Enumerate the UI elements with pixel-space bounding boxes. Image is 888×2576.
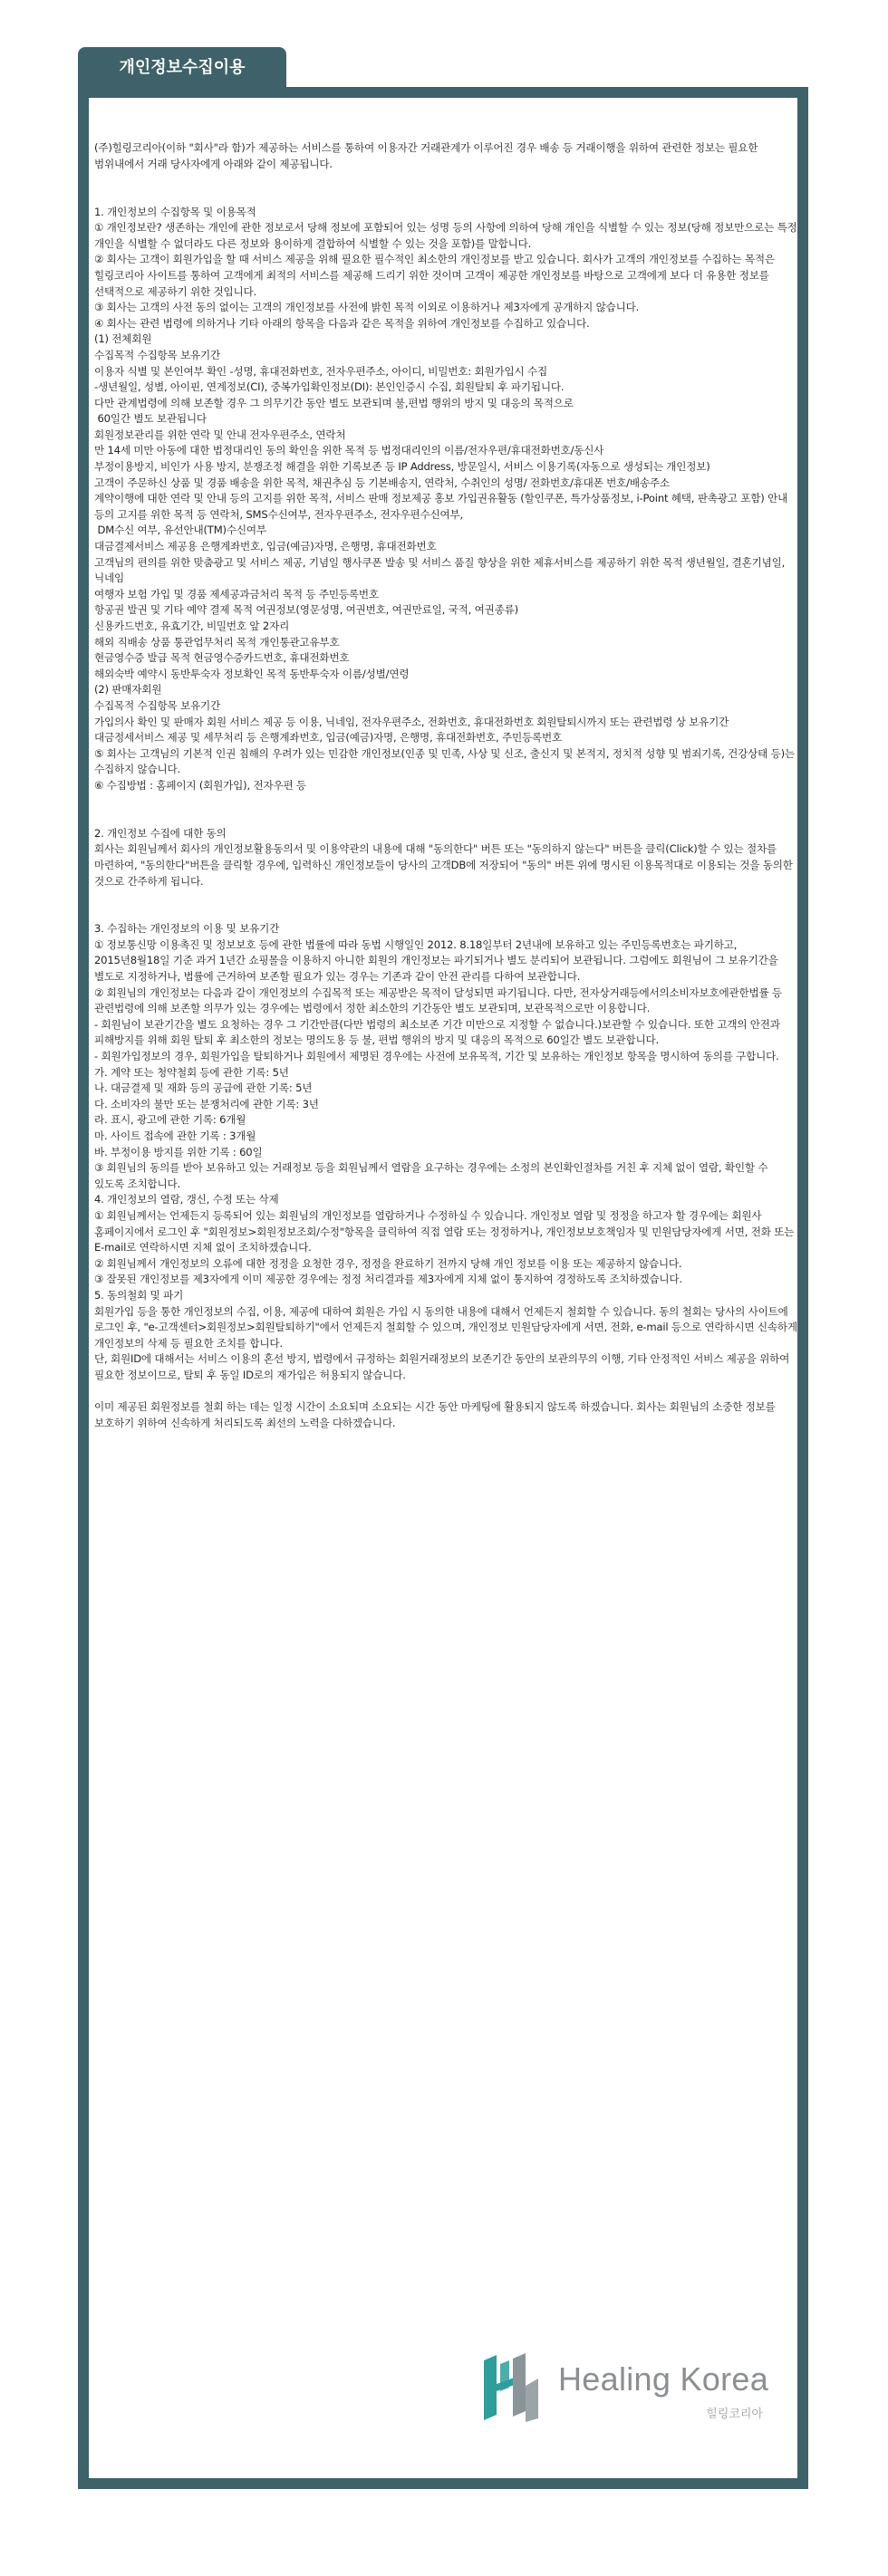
privacy-policy-text: [94, 109, 799, 1447]
healing-korea-logo-mark-icon: [478, 2351, 542, 2424]
section-tab: 개인정보수집이용: [78, 47, 286, 89]
brand-subtitle: 힐링코리아: [706, 2408, 763, 2421]
policy-body: (주)힐링코리아(이하 "회사"라 함)가 제공하는 서비스를 통하여 이용자간 거래관계가 이루어진 경우 배송 등 거래이행을 위하여 관련한 정보는 필요한 범위내에서 거래 당사자에게 아래와 같이 제공됩니다. 1. 개인정보의 수집항목 및 이용목적 ① 개인정보란? 생존하는 개인에 관한 정보로서 당해 정보에 포함되어 있는 성명 등의 사항에 의하여 당해 개인을 식별할 수 있는 정보(당해 정보만으로는 특정 개인을 식별할 수 없더라도 다른 정보와 용이하게 결합하여 식별할 수 있는 것을 포함)를 말합니다. ② 회사는 고객이 회원가입을 할 때 서비스 제공을 위해 필요한 필수적인 최소한의 개인정보를 받고 있습니다. 회사가 고객의 개인정보를 수집하는 목적은 힐링코리아 사이트를 통하여 고객에게 최적의 서비스를 제공해 드리기 위한 것이며 고객이 제공한 개인정보를 바탕으로 고객에게 보다 더 유용한 정보를 선택적으로 제공하기 위한 것입니다. ③ 회사는 고객의 사전 동의 없이는 고객의 개인정보를 사전에 밝힌 목적 이외로 이용하거나 제3자에게 공개하지 않습니다. ④ 회사는 관련 법령에 의하거나 기타 아래의 항목을 다음과 같은 목적을 위하여 개인정보를 수집하고 있습니다. (1) 전체회원 수집목적 수집항목 보유기간 이용자 식별 및 본인여부 확인 -성명, 휴대전화번호, 전자우편주소, 아이디, 비밀번호: 회원가입시 수집 -생년월일, 성별, 아이핀, 연계정보(CI), 중복가입확인정보(DI): 본인인증시 수집, 회원탈퇴 후 파기됩니다. 다만 관계법령에 의해 보존할 경우 그 의무기간 동안 별도 보관되며 불,편법 행위의 방지 및 대응의 목적으로 60일간 별도 보관됩니다 회원정보관리를 위한 연락 및 안내 전자우편주소, 연락처 만 14세 미만 아동에 대한 법정대리인 동의 확인을 위한 목적 등 법정대리인의 이름/전자우편/휴대전화번호/동신사 부정이용방지, 비인가 사용 방지, 분쟁조정 해결을 위한 기록보존 등 IP Address, 방문일시, 서비스 이용기록(자동으로 생성되는 개인정보) 고객이 주문하신 상품 및 경품 배송을 위한 목적, 채권추심 등 기본배송지, 연락처, 수취인의 성명/ 전화번호/휴대폰 번호/배송주소 계약이행에 대한 연락 및 안내 등의 고지를 위한 목적, 서비스 판매 정보제공 홍보 가입권유활동 (할인쿠폰, 특가상품정보, i-Point 혜택, 판촉광고 포함) 안내 등의 고지를 위한 목적 등 연락처, SMS수신여부, 전자우편주소, 전자우편수신여부, DM수신 여부, 유선안내(TM)수신여부 대금결제서비스 제공용 은행계좌번호, 입금(예금)자명, 은행명, 휴대전화번호 고객님의 편의를 위한 맞춤광고 및 서비스 제공, 기념일 행사쿠폰 발송 및 서비스 품질 향상을 위한 제휴서비스를 제공하기 위한 목적 생년월일, 결혼기념일, 닉네임 여행자 보험 가입 및 경품 제세공과금처리 목적 등 주민등록번호 항공권 발권 및 기타 예약 결제 목적 여권정보(영문성명, 여권번호, 여권만료일, 국적, 여권종류) 신용카드번호, 유효기간, 비밀번호 앞 2자리 해외 직배송 상품 통관업무처리 목적 개인통관고유부호 현금영수증 발급 목적 현금영수증카드번호, 휴대전화번호 해외숙박 예약시 동반투숙자 정보확인 목적 동반투숙자 이름/성별/연령 (2) 판매자회원 수집목적 수집항목 보유기간 가입의사 확인 및 판매자 회원 서비스 제공 등 이용, 닉네임, 전자우편주소, 전화번호, 휴대전화번호 회원탈퇴시까지 또는 관련법령 상 보유기간 대금정세서비스 제공 및 세무처리 등 은행계좌번호, 입금(예금)자명, 은행명, 휴대전화번호, 주민등록번호 ⑤ 회사는 고객님의 기본적 인권 침해의 우려가 있는 민감한 개인정보(인종 및 민족, 사상 및 신조, 출신지 및 본적지, 정치적 성향 및 범죄기록, 건강상태 등)는 수집하지 않습니다. ⑥ 수집방법 : 홈페이지 (회원가입), 전자우편 등 2. 개인정보 수집에 대한 동의 회사는 회원님께서 회사의 개인정보활용동의서 및 이용약관의 내용에 대해 "동의한다" 버튼 또는 "동의하지 않는다" 버튼을 클릭(Click)할 수 있는 절차를 마련하여, "동의한다"버튼을 클릭할 경우에, 입력하신 개인정보들이 당사의 고객DB에 저장되어 "동의" 버튼 위에 명시된 이용목적대로 이용되는 것을 동의한 것으로 간주하게 됩니다. 3. 수집하는 개인정보의 이용 및 보유기간 ① 정보통신망 이용촉진 및 정보보호 등에 관한 법률에 따라 동법 시행일인 2012. 8.18일부터 2년내에 보유하고 있는 주민등록번호는 파기하고, 2015년8월18일 기준 과거 1년간 쇼핑몰을 이용하지 아니한 회원의 개인정보는 파기되거나 별도 분리되어 보관됩니다. 그럼에도 회원님이 그 보유기간을 별도로 지정하거나, 법률에 근거하여 보존할 필요가 있는 경우는 기존과 같이 안전 관리를 다하여 보관합니다. ② 회원님의 개인정보는 다음과 같이 개인정보의 수집목적 또는 제공받은 목적이 달성되면 파기됩니다. 다만, 전자상거래등에서의소비자보호에관한법률 등 관련법령에 의해 보존할 의무가 있는 경우에는 법령에서 정한 최소한의 기간동안 별도 보관되며, 보관목적으로만 이용합니다. - 회원님이 보관기간을 별도 요청하는 경우 그 기간만큼(다만 법령의 최소보존 기간 미만으로 지정할 수 없습니다.)보관할 수 있습니다. 또한 고객의 안전과 피해방지를 위해 회원 탈퇴 후 최소한의 정보는 명의도용 등 불, 편법 행위의 방지 및 대응의 목적으로 60일간 별도 보관합니다. - 회원가입정보의 경우, 회원가입을 탈퇴하거나 회원에서 제명된 경우에는 사전에 보유목적, 기간 및 보유하는 개인정보 항목을 명시하여 동의를 구합니다. 가. 계약 또는 청약철회 등에 관한 기록: 5년 나. 대금결제 및 재화 등의 공급에 관한 기록: 5년 다. 소비자의 불만 또는 분쟁처리에 관한 기록: 3년 라. 표시, 광고에 관한 기록: 6개월 마. 사이트 접속에 관한 기록 : 3개월 바. 부정이용 방지를 위한 기록 : 60일 ③ 회원님의 동의를 받아 보유하고 있는 거래정보 등을 회원님께서 열람을 요구하는 경우에는 소정의 본인확인절차를 거친 후 지체 없이 열람, 확인할 수 있도록 조치합니다. 4. 개인정보의 열람, 갱신, 수정 또는 삭제 ① 회원님께서는 언제든지 등록되어 있는 회원님의 개인정보를 열람하거나 수정하실 수 있습니다. 개인정보 열람 및 정정을 하고자 할 경우에는 회원사 홈페이지에서 로그인 후 "회원정보>회원정보조회/수정"항목을 클릭하여 직접 열람 또는 정정하거나, 개인정보보호책임자 및 민원담당자에게 서면, 전화 또는 E-mail로 연락하시면 지체 없이 조치하겠습니다. ② 회원님께서 개인정보의 오류에 대한 정정을 요청한 경우, 정정을 완료하기 전까지 당해 개인 정보를 이용 또는 제공하지 않습니다. ③ 잘못된 개인정보를 제3자에게 이미 제공한 경우에는 정정 처리결과를 제3자에게 지체 없이 통지하여 경정하도록 조치하겠습니다. 5. 동의철회 및 파기 회원가입 등을 통한 개인정보의 수집, 이용, 제공에 대하여 회원은 가입 시 동의한 내용에 대해서 언제든지 철회할 수 있습니다. 동의 철회는 당사의 사이트에 로그인 후, "e-고객센터>회원정보>회원탈퇴하기"에서 언제든지 철회할 수 있으며, 개인정보 민원담당자에게 서면, 전화, e-mail 등으로 연락하시면 신속하게 개인정보의 삭제 등 필요한 조치를 합니다. 단, 회원ID에 대해서는 서비스 이용의 혼선 방지, 법령에서 규정하는 회원거래정보의 보존기간 동안의 보관의무의 이행, 기타 안정적인 서비스 제공을 위하여 필요한 정보이므로, 탈퇴 후 동일 ID로의 재가입은 허용되지 않습니다. 이미 제공된 회원정보를 철회 하는 데는 일정 시간이 소요되며 소요되는 시간 동안 마케팅에 활용되지 않도록 하겠습니다. 회사는 회원님의 소중한 정보를 보호하기 위하여 신속하게 처리되도록 최선의 노력을 다하겠습니다.: [94, 141, 797, 1429]
brand-name: Healing Korea: [558, 2360, 769, 2398]
company-logo: [478, 2348, 787, 2429]
